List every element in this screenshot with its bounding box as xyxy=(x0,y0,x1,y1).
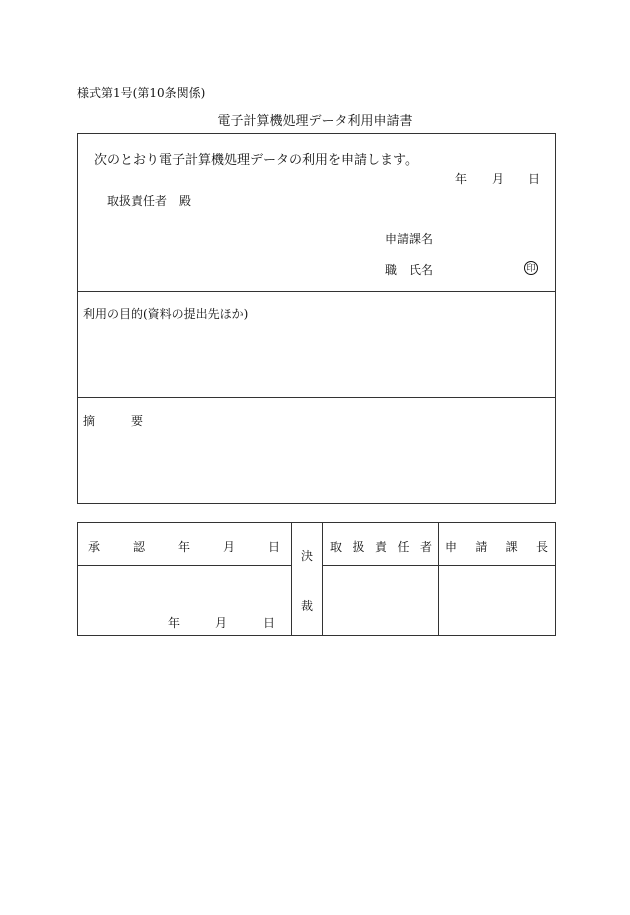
decision-label-2: 裁 xyxy=(301,599,314,613)
addressee: 取扱責任者 殿 xyxy=(107,194,192,208)
handler-header-char: 責 xyxy=(374,540,387,554)
divider-signature-header xyxy=(322,565,556,566)
handler-header-char: 任 xyxy=(397,540,410,554)
divider-decision-right xyxy=(322,522,323,636)
divider-purpose xyxy=(77,291,556,292)
section-chief-header-char: 申 xyxy=(445,540,458,554)
approval-header-char: 月 xyxy=(222,540,235,554)
date-year: 年 xyxy=(455,172,468,186)
form-number: 様式第1号(第10条関係) xyxy=(77,86,206,100)
approval-header xyxy=(88,538,280,555)
form-title: 電子計算機処理データ利用申請書 xyxy=(217,114,413,129)
approval-header-char: 年 xyxy=(177,540,190,554)
applicant-section-label: 申請課名 xyxy=(385,232,434,246)
divider-approval-header xyxy=(77,565,291,566)
approval-date-day: 日 xyxy=(263,616,276,630)
section-chief-header-char: 長 xyxy=(535,540,548,554)
divider-handler xyxy=(438,522,439,636)
summary-label-1: 摘 xyxy=(83,414,96,428)
divider-summary xyxy=(77,397,556,398)
approval-header-char: 承 xyxy=(88,540,101,554)
date-day: 日 xyxy=(528,172,541,186)
section-chief-header-char: 請 xyxy=(475,540,488,554)
approval-date-year: 年 xyxy=(168,616,181,630)
name-label: 職 氏名 xyxy=(385,263,434,277)
summary-label-2: 要 xyxy=(131,414,144,428)
section-chief-header xyxy=(445,538,548,555)
handler-header-char: 取 xyxy=(330,540,343,554)
divider-decision-left xyxy=(291,522,292,636)
approval-header-char: 日 xyxy=(267,540,280,554)
seal-icon: 印 xyxy=(524,261,538,275)
decision-label-1: 決 xyxy=(301,549,314,563)
approval-date-month: 月 xyxy=(215,616,228,630)
section-chief-header-char: 課 xyxy=(505,540,518,554)
handler-header-char: 者 xyxy=(419,540,432,554)
handler-header xyxy=(330,538,432,555)
purpose-label: 利用の目的(資料の提出先ほか) xyxy=(83,307,249,321)
handler-header-char: 扱 xyxy=(352,540,365,554)
date-month: 月 xyxy=(492,172,505,186)
approval-header-char: 認 xyxy=(132,540,145,554)
application-statement: 次のとおり電子計算機処理データの利用を申請します。 xyxy=(94,153,418,168)
